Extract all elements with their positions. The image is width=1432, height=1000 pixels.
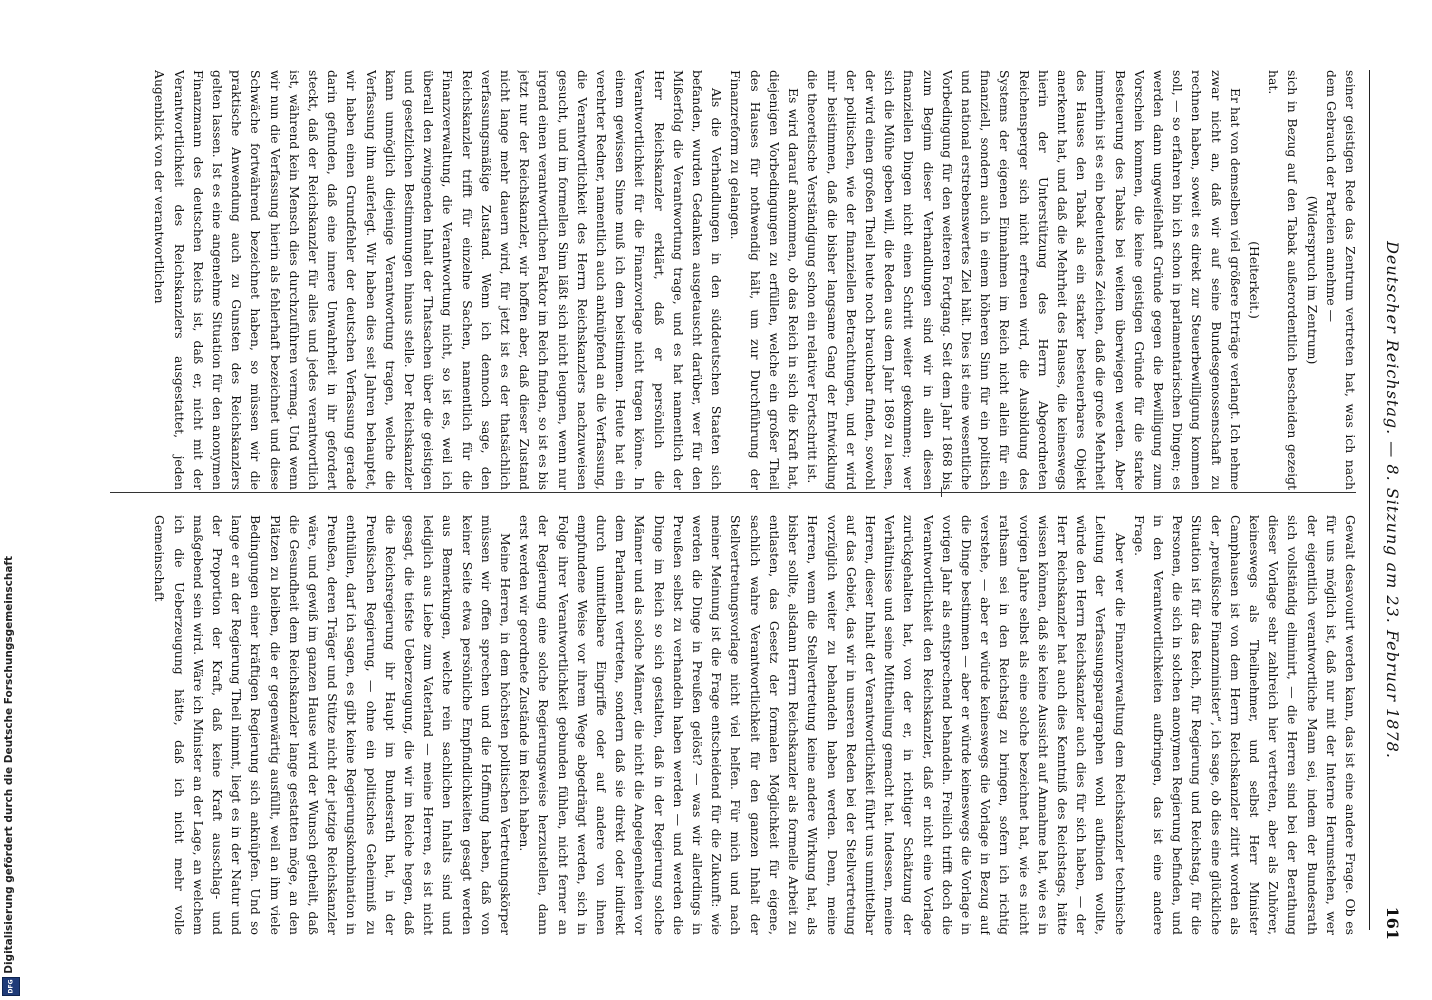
- paragraph: Er hat von demselben viel größere Erträge verlangt. Ich nehme zwar nicht an, daß wir auf seine Bundesgenossenschaft zu rechnen haben, soweit es direkt zur Steuerbewilligung kommen soll, — so erfahren bin ich schon in parlamentarischen Dingen; es werden dann ungweifelhaft Gründe gegen die Bewilligung zum Vorschein kommen, die keine geistigen Gründe für die starke Besteuerung des Tabaks bei weitem überwiegen werden. Aber immerhin ist es ein bedeutendes Zeichen, daß die große Mehrheit des Hauses den Tabak als ein starker besteuerbares Objekt anerkennt hat, und daß die Mehrheit des Hauses, die keineswegs hierin der Unterstützung des Herrn Abgeordneten Reichensperger sich nicht erfreuen wird, die Ausbildung des Systems der eigenen Einnahmen im Reich nicht allein für ein finanziell, sondern auch in einem höheren Sinn für ein politisch und national erstrebenswertes Ziel hält. Dies ist eine wesentliche Vorbedingung für den weiteren Fortgang. Seit dem Jahr 1868 bis zum Beginn dieser Verhandlungen sind wir in allen diesen finanziellen Dingen nicht einen Schritt weiter gekommen; wer sich die Mühe geben will, die Reden aus dem Jahr 1869 zu lesen, der wird einen großen Theil heute noch brauchbar finden, sowohl der politischen, wie der finanziellen Betrachtungen, und er wird mir beistimmen, daß die bisher langsame Gang der Entwicklung die theoretische Verständigung schon ein relativer Fortschritt ist.: [805, 70, 1243, 490]
- paragraph: sich in Bezug auf den Tabak außerordentlich bescheiden gezeigt hat.: [1266, 70, 1301, 490]
- dfg-logo-icon: [2, 977, 20, 996]
- paragraph: Gewalt desavouirt werden kann, das ist eine andere Frage. Ob es für uns möglich ist, daß nur mit der Interne Herumstehen, wer der eigentlich verantwortliche Mann sei, indem der Bundesrath sich vollständig eliminirt, — die Herren sind bei der Berathung dieser Vorlage sehr zahlreich hier vertreten, aber als Zuhörer, keineswegs als Theilnehmer, und selbst Herr Minister Camphausen ist von dem Herrn Reichskanzler zitirt worden als der „preußische Finanzminister“, ich sage, ob dies eine glückliche Situation ist für das Reich, für Regierung und Reichstag, für die Personen, die sich in solchen anonymen Regierung befinden, und in den Verantwortlichkeiten aufbringen, das ist eine andere Frage.: [1131, 515, 1358, 935]
- paragraph: Als die Verhandlungen in den süddeutschen Staaten sich befanden, wurden Gedanken ausgetauscht darüber, wer für den Mißerfolg die Verantwortung trage, und es hat namentlich der Herr Reichskanzler erklärt, daß er persönlich die Verantwortlichkeit für die Finanzvorlage nicht tragen könne. In einem gewissen Sinne muß ich dem beistimmen. Heute hat ein verehrter Redner, namentlich auch anknüpfend an die Verfassung, die Verantwortlichkeit des Herrn Reichskanzlers nachzuweisen gesucht, und im formellen Sinn läßt sich nicht leugnen, wenn nur irgend einen verantwortlichen Faktor im Reich finden, so ist es bis jetzt nur der Reichskanzler, wir hoffen aber, daß dieser Zustand nicht lange mehr dauern wird, für jetzt ist es der thatsächlich verfassungsmäßige Zustand. Wenn ich dennoch sage, den Reichskanzler trifft für einzelne Sachen, namentlich für die Finanzverwaltung, die Verantwortung nicht, so ist es, weil ich überall den zwingenden Inhalt der Thatsachen über die geistigen und gesetzlichen Bestimmungen hinaus stelle. Der Reichskanzler kann unmöglich diejenige Verantwortung tragen, welche die Verfassung ihm auferlegt. Wir haben dies seit Jahren behauptet, wir haben einen Grundfehler der deutschen Verfassung gerade darin gefunden, daß eine innere Unwahrheit in ihr gefordert steckt, daß der Reichskanzler für alles und jedes verantwortlich ist, während kein Mensch dies durchzuführen vermag. Und wenn wir nun die Verfassung hierin als fehlerhaft bezeichnet und diese Schwäche fortwährend bezeichnet haben, so müssen wir die praktische Anwendung auch zu Gunsten des Reichskanzlers gelten lassen. Ist es eine angenehme Situation für den anonymen Finanzmann des deutschen Reichs ist, daß er, nicht mit der Verantwortlichkeit des Reichskanzlers ausgestattet, jeden Augenblick von der verantwortlichen: [152, 70, 725, 490]
- paragraph: seiner geistigen Rede das Zentrum vertreten hat, was ich nach dem Gebrauch der Parteien annehme —: [1323, 70, 1358, 490]
- paragraph: Meine Herren, in dem höchsten politischen Vertretungskörper müssen wir offen sprechen und die Hoffnung haben, daß von keiner Seite etwa persönliche Empfindlichkeiten gesagt werden aus Bemerkungen, welche rein sachlichen Inhalts sind und lediglich aus Liebe zum Vaterland — meine Herren, es ist nicht gesagt, die tiefste Ueberzeugung, die wir im Reiche hegen, daß die Reichsregierung ihr Haupt im Bundesrath hat, in der Preußischen Regierung, — ohne ein politisches Geheimniß zu enthüllen, darf ich sagen, es gibt keine Regierungskombination in Preußen, deren Träger und Stütze nicht der jetzige Reichskanzler wäre, und gewiß im ganzen Hause wird der Wunsch getheilt, daß die Gesundheit dem Reichskanzler lange gestatten möge, an den Plätzen zu bleiben, die er gegenwärtig ausfüllt, weil an ihm viele Bedingungen einer kräftigen Regierung sich anknüpfen. Und so lange er an der Regierung Theil nimmt, liegt es in der Natur und der Proportion der Kraft, daß keine Kraft ausschlag- und maßgebend sein wird. Wäre ich Minister an der Lage, an welchem ich die Ueberzeugung hätte, daß ich nicht mehr volle Gemeinschaft: [152, 515, 514, 935]
- dfg-logo-text: DFG: [7, 979, 15, 994]
- divider-mark: [941, 487, 942, 497]
- paragraph: Aber wer die Finanzverwaltung dem Reichskanzler technische Leitung der Verfassungsparagraphen wohl aufbinden wollte, würde den Herrn Reichskanzler auch dies für sich haben, — der Herr Reichskanzler hat auch dies Kenntniß des Reichstags, hätte wissen können, daß sie keine Aussicht auf Annahme hat, wie es in vorigen Jahre selbst als eine solche bezeichnet hat, wie es nicht rathsam sei in den Reichstag zu bringen, sofern ich richtig verstehe, — aber er würde keineswegs die Vorlage in Bezug auf die Dinge bestimmen — aber er würde keineswegs die Vorlage in vorigen Jahr als entsprechend behandeln. Freilich trifft doch die Verantwortlichkeit den Reichskanzler, daß er nicht eine Vorlage zurückgehalten hat, von der er, in richtiger Schätzung der Verhältnisse und seine Mittheilung gemacht hat. Indessen, meine Herren, dieser Inhalt der Verantwortlichkeit führt uns unmittelbar auf das Gebiet, das wir in unseren Reden bei der Stellvertretung vorzüglich weiter zu behandeln haben werden. Denn, meine Herren, wenn die Stellvertretung keine andere Wirkung hat, als bisher sollte, alsdann Herrn Reichskanzler als formelle Arbeit zu entlasten, das Gesetz der formalen Möglichkeit für eigene, sachlich wahre Verantwortlichkeit für den ganzen Inhalt der Stellvertretungsvorlage nicht viel helfen. Für mich und nach meiner Meinung ist die Frage entscheidend für die Zukunft: wie werden die Dinge in Preußen gelöst? — was wir allerdings in Preußen selbst zu verhandeln haben werden — und werden die Dinge im Reich so sich gestalten, daß in der Regierung solche Männer und als solche Männer, die nicht die Angelegenheiten vor dem Parlament vertreten, sondern daß sie direkt oder indirekt durch unmittelbare Eingriffe oder auf andere von ihnen empfundene Weise vor ihrem Wege abgedrängt werden, sich in Folge ihrer Verantwortlichkeit gebunden fühlen, nicht ferner an der Regierung eine solche Regierungsweise herzustellen, dann erst werden wir geordnete Zustände im Reich haben.: [517, 515, 1128, 935]
- digitization-notice: Digitalisierung gefördert durch die Deutsche Forschungsgemeinschaft: [3, 556, 15, 974]
- left-column: [60, 70, 1360, 490]
- page-header: [1378, 60, 1402, 940]
- interjection: (Heiterkeit.): [1246, 241, 1262, 319]
- header-title: Deutscher Reichstag. — 8. Sitzung am 23. Februar 1878.: [1383, 241, 1402, 759]
- right-column: [60, 515, 1360, 935]
- interjection: (Widerspruch im Zentrum): [1304, 195, 1320, 365]
- paragraph: Es wird darauf ankommen, ob das Reich in sich die Kraft hat, diejenigen Vorbedingungen zu erfüllen, welche ein großer Theil des Hauses für nothwendig hält, um zur Durchführung der Finanzreform zu gelangen.: [728, 70, 802, 490]
- page-number: 161: [1383, 906, 1402, 940]
- column-divider: [110, 492, 1356, 493]
- header-rule: [1369, 70, 1370, 930]
- digitization-strip: [0, 0, 20, 1000]
